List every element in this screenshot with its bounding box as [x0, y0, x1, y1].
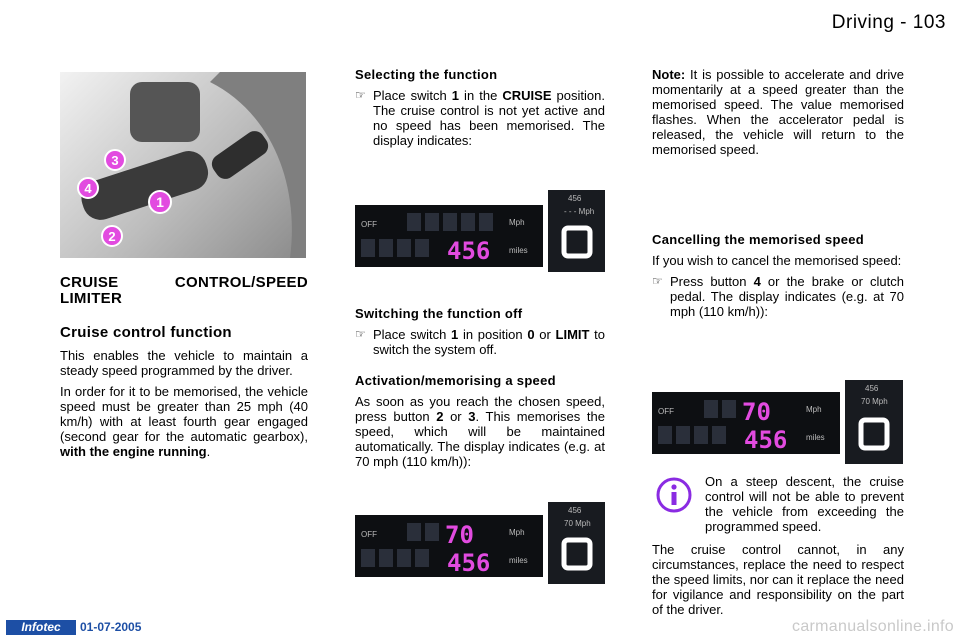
- svg-text:OFF: OFF: [658, 407, 674, 416]
- gear-display-1: [548, 190, 605, 272]
- heading-switching-off: Switching the function off: [355, 306, 523, 321]
- info-note: [705, 474, 904, 540]
- info-icon: [655, 476, 693, 514]
- svg-text:miles: miles: [509, 246, 528, 255]
- left-column: [60, 275, 308, 465]
- odometer-value: 456: [447, 237, 491, 265]
- bullet-cancelling: ☞ Press button 4 or the brake or clutch pedal. The display indicates (e.g. at 70 mph (110 km/h)):: [652, 274, 904, 319]
- bullet-arrow-icon: ☞: [652, 274, 663, 288]
- middle-column-top: [355, 67, 605, 154]
- middle-column-bottom: [355, 373, 605, 475]
- infotec-logo: Infotec: [6, 620, 76, 635]
- middle-column-mid: [355, 306, 605, 363]
- bullet-switching-off: ☞ Place switch 1 in position 0 or LIMIT to switch the system off.: [355, 327, 605, 357]
- warning-paragraph: The cruise control cannot, in any circumstances, replace the need to respect the speed limits, nor can it replace the need for vigilance and responsibility on the part of the driver.: [652, 542, 904, 617]
- bullet-selecting: ☞ Place switch 1 in the CRUISE position. The cruise control is not yet active and no speed has been memorised. The display indicates:: [355, 88, 605, 148]
- heading-cancelling: Cancelling the memorised speed: [652, 232, 865, 247]
- odometer-value: 456: [744, 426, 788, 454]
- note-paragraph: Note: It is possible to accelerate and drive momentarily at a speed greater than the memorised speed. The value memorised flashes. When the accelerator pedal is released, the vehicle will return to the memorised speed.: [652, 67, 904, 157]
- speed-value: 70: [742, 398, 771, 426]
- print-date: 01-07-2005: [80, 620, 142, 634]
- svg-text:4: 4: [84, 181, 92, 196]
- svg-text:miles: miles: [509, 556, 528, 565]
- svg-text:OFF: OFF: [361, 220, 377, 229]
- right-column-top: [652, 67, 904, 163]
- svg-text:456: 456: [568, 506, 582, 515]
- svg-text:70 Mph: 70 Mph: [861, 397, 888, 406]
- callout-4: [78, 178, 98, 198]
- info-paragraph: On a steep descent, the cruise control will not be able to prevent the vehicle from exceeding the programmed speed.: [705, 474, 904, 534]
- callout-3: [105, 150, 125, 170]
- svg-text:456: 456: [865, 384, 879, 393]
- instrument-display-1: [355, 205, 543, 267]
- callout-2: [102, 226, 122, 246]
- steering-column-illustration: [60, 72, 306, 258]
- gear-display-2: [548, 502, 605, 584]
- steering-switch-photo: [60, 72, 306, 258]
- speed-value: 70: [445, 521, 474, 549]
- callout-1: [149, 191, 171, 213]
- heading-selecting: Selecting the function: [355, 67, 498, 82]
- heading-activation: Activation/memorising a speed: [355, 373, 556, 388]
- condition-paragraph: In order for it to be memorised, the vehicle speed must be greater than 25 mph (40 km/h) with at least fourth gear engaged (second gear for the automatic gearbox), with the engine running.: [60, 384, 308, 459]
- svg-text:1: 1: [156, 194, 164, 210]
- bullet-arrow-icon: ☞: [355, 88, 366, 102]
- bullet-arrow-icon: ☞: [355, 327, 366, 341]
- odometer-value: 456: [447, 549, 491, 577]
- main-title: CRUISE CONTROL/SPEED LIMITER: [60, 274, 308, 307]
- cancel-paragraph: If you wish to cancel the memorised speed:: [652, 253, 902, 268]
- svg-text:Mph: Mph: [509, 218, 525, 227]
- svg-text:456: 456: [568, 194, 582, 203]
- watermark: carmanualsonline.info: [792, 618, 954, 635]
- svg-text:miles: miles: [806, 433, 825, 442]
- instrument-display-3: [652, 392, 840, 454]
- section-title: Cruise control function: [60, 324, 232, 341]
- page-title: Driving - 103: [831, 12, 946, 33]
- svg-text:OFF: OFF: [361, 530, 377, 539]
- seg-row-top: [407, 213, 493, 231]
- right-column-mid: [652, 232, 904, 325]
- gear-display-3: [845, 380, 903, 464]
- intro-paragraph: This enables the vehicle to maintain a steady speed programmed by the driver.: [60, 348, 308, 378]
- svg-text:3: 3: [111, 153, 119, 168]
- svg-text:Mph: Mph: [509, 528, 525, 537]
- instrument-display-2: [355, 515, 543, 577]
- svg-text:70 Mph: 70 Mph: [564, 519, 591, 528]
- svg-text:- - - Mph: - - - Mph: [564, 207, 595, 216]
- activation-paragraph: As soon as you reach the chosen speed, press button 2 or 3. This memorises the speed, which will be maintained automatically. The display indicates (e.g. at 70 mph (110 km/h)):: [355, 394, 605, 469]
- svg-text:Mph: Mph: [806, 405, 822, 414]
- svg-text:2: 2: [108, 229, 116, 244]
- right-column-bottom: [652, 542, 904, 623]
